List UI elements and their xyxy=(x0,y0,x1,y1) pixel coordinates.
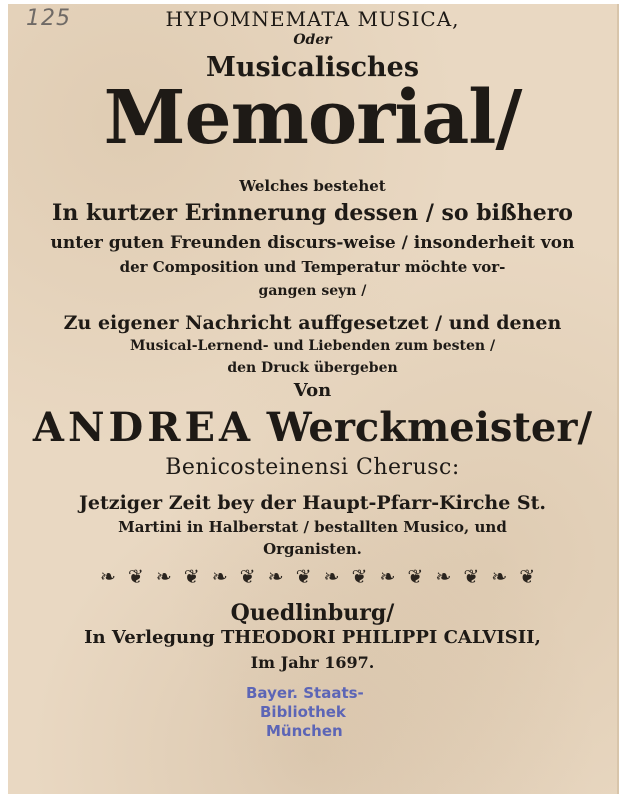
author-last-name: Werckmeister/ xyxy=(266,404,593,451)
title-memorial: Memorial/ xyxy=(103,75,522,161)
title-oder: Oder xyxy=(293,32,332,48)
stamp-line-1: Bayer. Staats- xyxy=(246,684,364,702)
desc-musical-lernend: Musical-Lernend- und Liebenden zum besten / xyxy=(129,338,496,354)
ornament-divider: ❧ ❦ ❧ ❦ ❧ ❦ ❧ ❦ ❧ ❦ ❧ ❦ ❧ ❦ ❧ ❦ xyxy=(100,566,539,588)
title-musicalisches: Musicalisches xyxy=(205,52,420,83)
imprint-publisher: In Verlegung THEODORI PHILIPPI CALVISII, xyxy=(84,627,541,648)
desc-gangen: gangen seyn / xyxy=(258,283,367,299)
stamp-line-2: Bibliothek xyxy=(260,703,346,721)
desc-von: Von xyxy=(293,380,332,401)
library-stamp xyxy=(240,684,370,744)
author-origin: Benicosteinensi Cherusc: xyxy=(165,455,460,480)
imprint-year: Im Jahr 1697. xyxy=(250,653,375,672)
desc-welches: Welches bestehet xyxy=(239,177,386,195)
desc-druck: den Druck übergeben xyxy=(227,360,398,376)
stamp-line-3: München xyxy=(266,722,343,740)
author-first-name: ANDREA xyxy=(32,404,254,451)
desc-zu-eigener: Zu eigener Nachricht auffgesetzet / und denen xyxy=(63,312,562,334)
desc-composition: der Composition und Temperatur möchte vor- xyxy=(119,258,506,276)
author-position-3: Organisten. xyxy=(263,540,362,558)
imprint-place: Quedlinburg/ xyxy=(230,600,395,626)
title-latin: HYPOMNEMATA MUSICA, xyxy=(165,7,460,31)
author-position-1: Jetziger Zeit bey der Haupt-Pfarr-Kirche St. xyxy=(78,492,547,514)
desc-unter-guten: unter guten Freunden discurs-weise / insonderheit von xyxy=(50,233,575,253)
desc-in-kurtzer: In kurtzer Erinnerung dessen / so bißhero xyxy=(52,200,573,226)
author-position-2: Martini in Halberstat / bestallten Musico, und xyxy=(118,518,507,536)
shelfmark: 125 xyxy=(26,6,71,31)
author-name xyxy=(0,404,625,451)
